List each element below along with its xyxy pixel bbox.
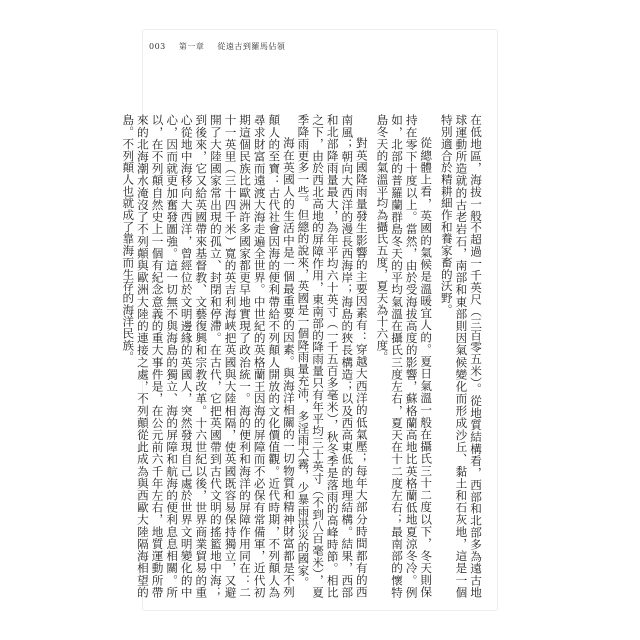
paragraph: 海在英國人的生活中是一個最重要的因素。與海洋相關的一切物質和精神財富都是不列顛人的至寶：古代社會因海的便利帶給不列顛人開放的文化價值觀。近代時期，不列顛人為尋求財富而遠渡大海走遍全世界。中世紀的英格蘭王因海的屏障而不必保有常備軍，近代初期這個民族比歐洲許多國家都更早地實現了政治統一。海的便利和海洋的屏障作用同在：二十一英里（三十四千米）寬的英吉利海峽把英國與大陸相隔，使英國既容易保持獨立，又避開了大陸國家常出現的孤立、封閉和停滯。在古代，它把英國帶到古代文明的搖籃地中海；到後來，它又給英國帶來基督教、文藝復興和宗教改革。十六世紀以後，世界商業貿易的重心從地中海移向大西洋，曾經位於文明邊緣的英國人，突然發現自己處於世界文明變化的中心，因而就更加奮發圖強。這一切無不與海島的獨立、海的屏障和航海的便利息息相關。所以，在不列顛自然史上一個有紀念意義的重大事件是，在公元前六千年左右，地質運動所帶來的北海潮水淹沒了不列顛與歐洲大陸的連接之處，不列顛從此成為與西歐大陸隔海相望的島。不列顛人也就成了靠海而生存的海洋民族。 [121,114,296,598]
chapter-label: 第一章 [178,42,205,51]
paragraph: 從總體上看，英國的氣候是溫暖宜人的。夏日氣溫一般在攝氏三十二度以下，冬天則保持在零下十度以上。當然，由於受海拔高度的影響，蘇格蘭高地比英格蘭低地夏涼冬冷。例如，北部的普羅蘭群島冬天的平均氣溫在攝氏三度左右，夏天在十二度左右；最南部的懷特島冬天的氣溫平均為攝氏五度，夏天為十六度。 [375,114,434,598]
paragraph: 在低地區，海拔一般不超過一千英尺（三百零五米）。從地質結構看，西部和北部多為遠古地球運動所造就的古老岩石，南部和東部則因氣候變化而形成沙丘、黏土和石灰地，這是一個特別適合於精耕細作和養家畜的沃野。 [439,114,483,598]
running-header [149,41,295,52]
book-page [121,30,497,610]
page-number: 003 [149,42,166,51]
body-text [121,114,489,598]
chapter-title: 從遠古到羅馬佔領 [217,42,286,51]
paragraph: 對英國降雨量發生影響的主要因素有：穿越大西洋的低氣壓；每年大部分時間都有的西南風；朝向大西洋的漫長西海岸；海島的狹長構造；以及西高東低的地理結構。結果，西部和北部降雨量最大，為年平均六十英寸（一千五百多毫米），秋冬季是落雨的高峰時節。相比之下，由於西北高地的屏障作用，東南部的降雨量只有年平均三十英寸（不到八百毫米），夏季降雨更多一些。但總的說來，英國是一個降雨量充沛，多淫雨大霧，少暴雨洪災的國家。 [296,114,369,598]
